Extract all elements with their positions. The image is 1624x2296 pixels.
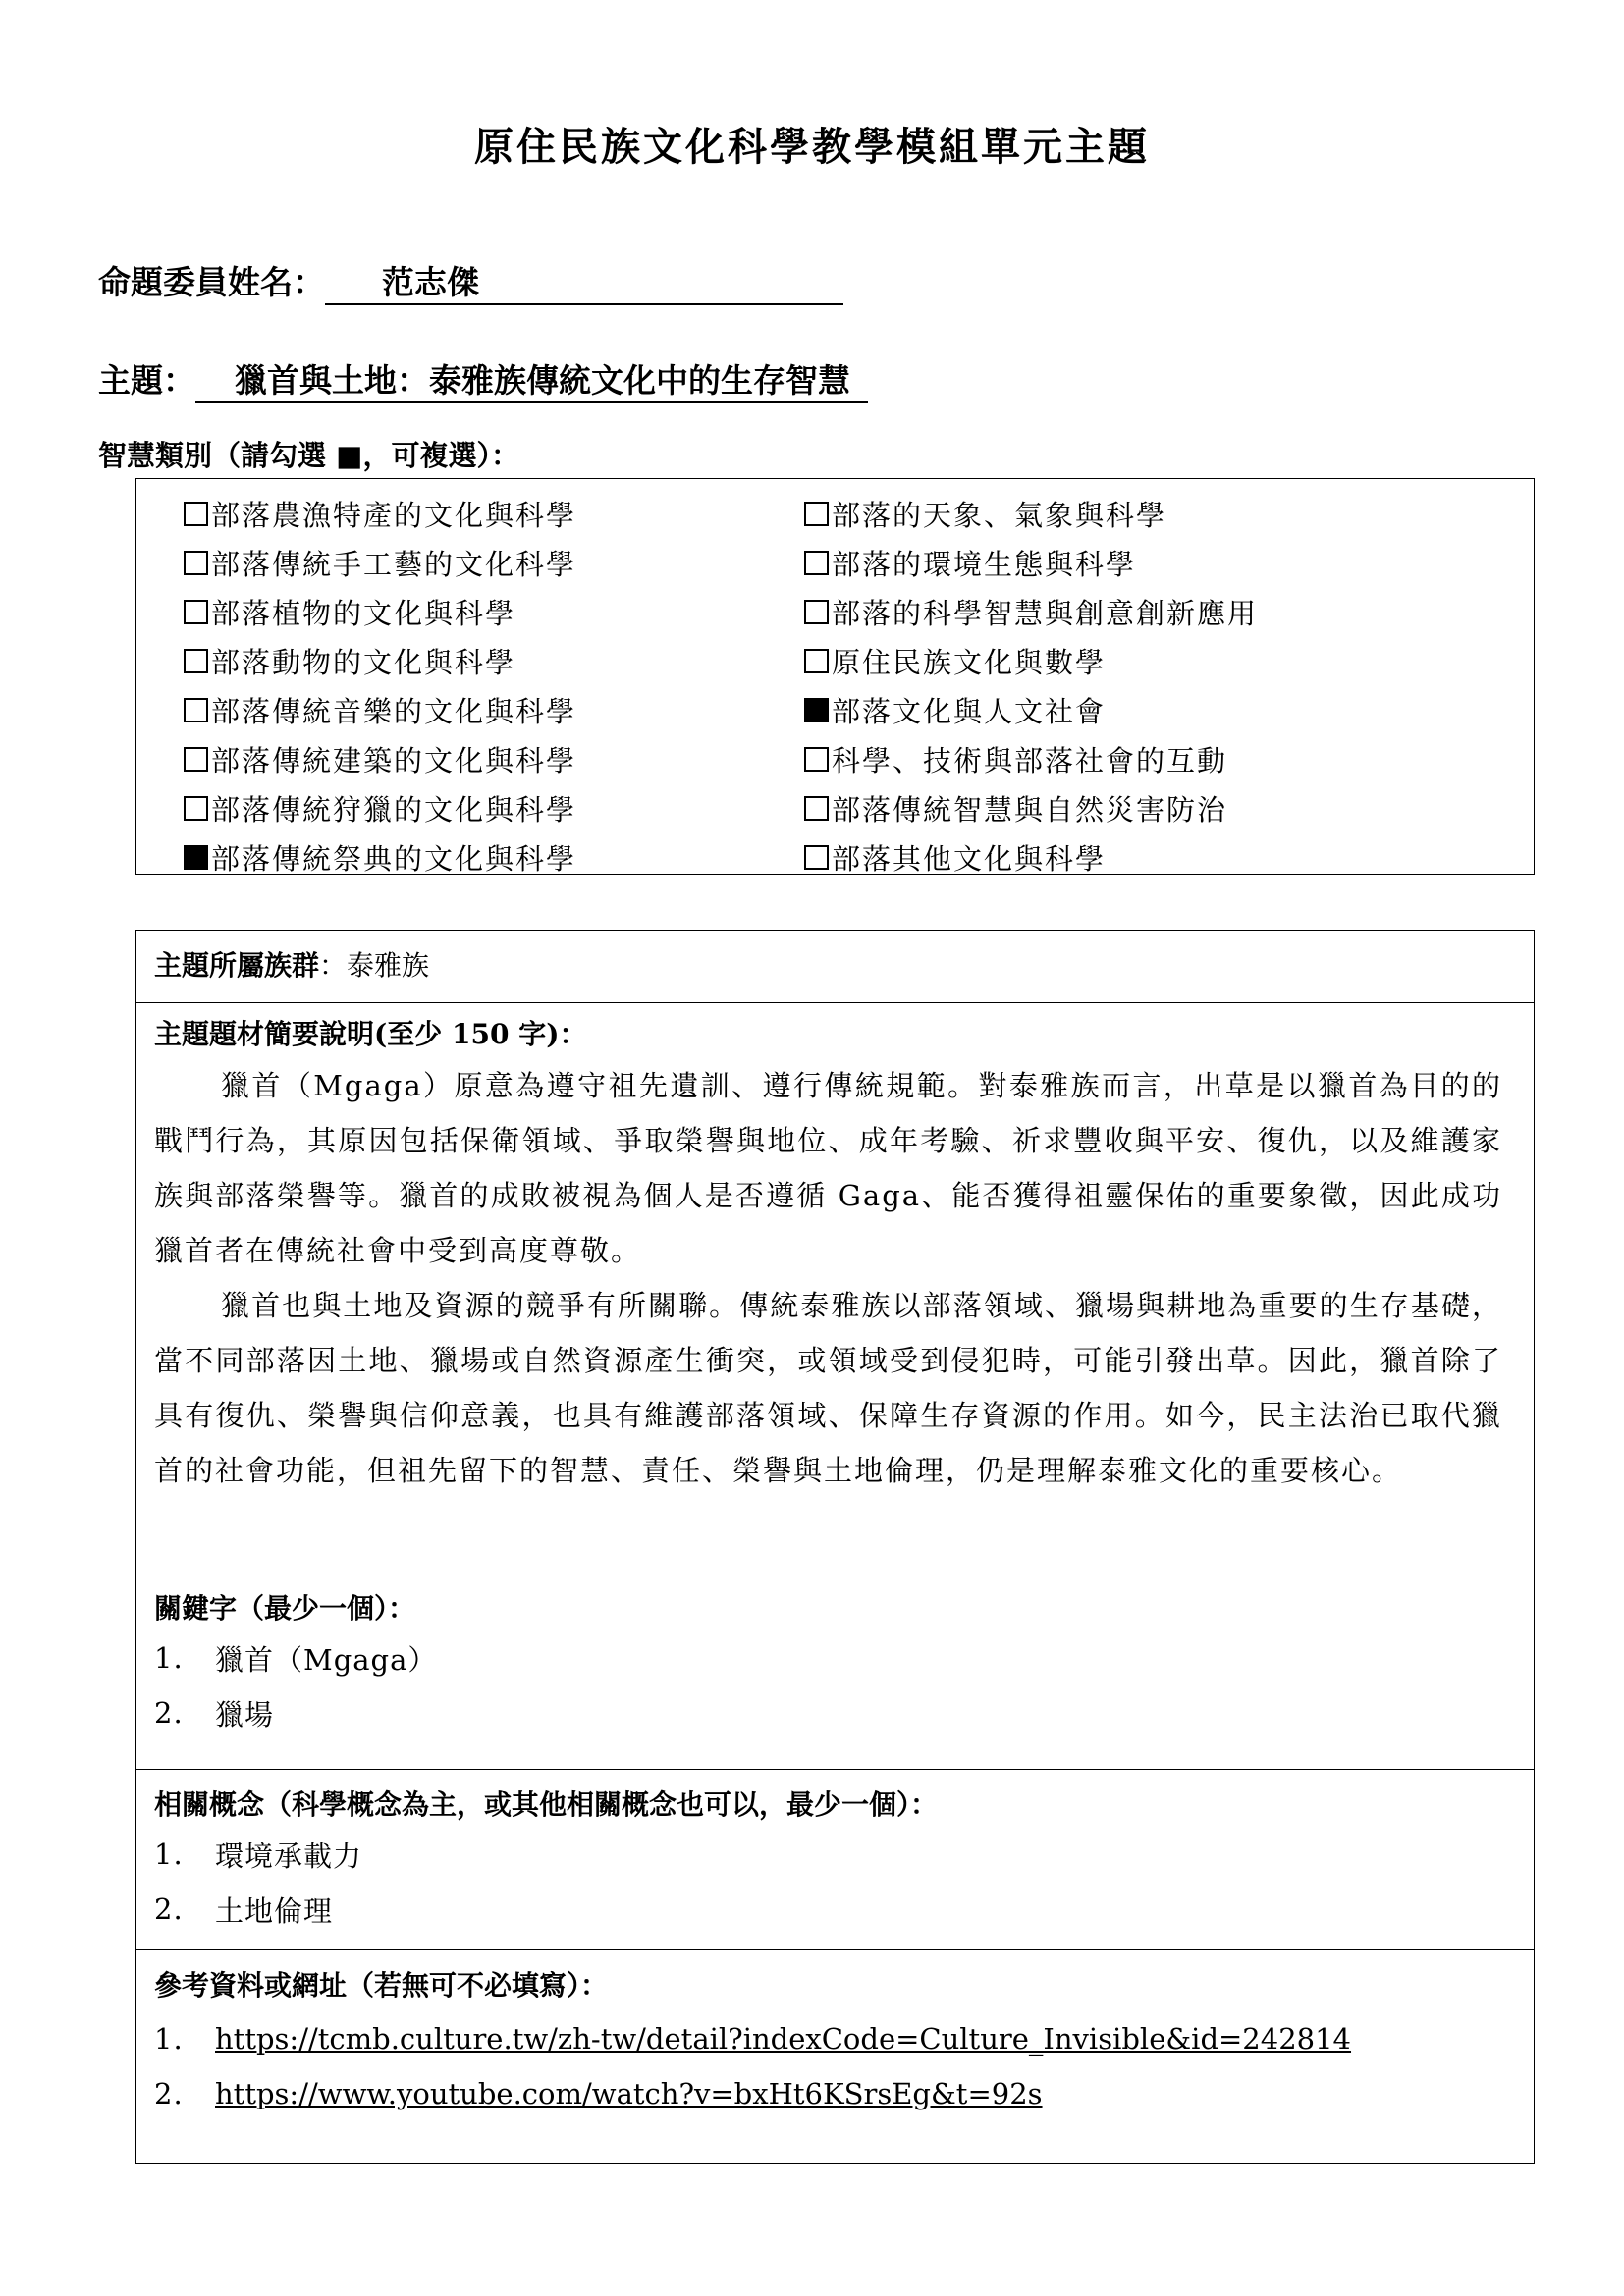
- checkbox[interactable]: [804, 649, 829, 673]
- author-field: [98, 257, 843, 305]
- category-item[interactable]: [804, 685, 1258, 734]
- category-item-label: 部落傳統音樂的文化與科學: [211, 694, 577, 728]
- category-item[interactable]: [804, 489, 1258, 538]
- concepts-label: 相關概念（科學概念為主，或其他相關概念也可以，最少一個）：: [154, 1789, 939, 1821]
- checkbox[interactable]: [184, 747, 208, 772]
- checkbox[interactable]: [184, 845, 208, 870]
- topic-value: 獵首與土地：泰雅族傳統文化中的生存智慧: [195, 355, 868, 403]
- category-item[interactable]: [184, 734, 576, 783]
- list-number: 2.: [154, 2077, 184, 2110]
- list-item: [154, 1630, 1516, 1685]
- list-item: [154, 1685, 1516, 1740]
- category-item-label: 部落的環境生態與科學: [832, 547, 1137, 581]
- category-item-label: 部落傳統智慧與自然災害防治: [832, 792, 1228, 827]
- summary-paragraph: 獵首也與土地及資源的競爭有所關聯。傳統泰雅族以部落領域、獵場與耕地為重要的生存基礎，當不同部落因土地、獵場或自然資源產生衝突，或領域受到侵犯時，可能引發出草。因此，獵首除了具有復仇、榮譽與信仰意義，也具有維護部落領域、保障生存資源的作用。如今，民主法治已取代獵首的社會功能，但祖先留下的智慧、責任、榮譽與土地倫理，仍是理解泰雅文化的重要核心。: [154, 1289, 1502, 1487]
- category-item-label: 部落其他文化與科學: [832, 841, 1107, 876]
- concept-text: 環境承載力: [215, 1839, 363, 1873]
- author-name: 范志傑: [325, 257, 843, 305]
- reference-link[interactable]: https://tcmb.culture.tw/zh-tw/detail?indexCode=Culture_Invisible&id=242814: [215, 2022, 1352, 2056]
- ethnic-group-label: 主題所屬族群: [154, 949, 320, 982]
- category-item-label: 部落農漁特產的文化與科學: [211, 498, 577, 532]
- checkbox[interactable]: [804, 502, 829, 526]
- concepts-section: [136, 1769, 1534, 1949]
- list-number: 2.: [154, 1696, 184, 1730]
- category-item[interactable]: [184, 538, 576, 587]
- checkbox[interactable]: [804, 698, 829, 722]
- category-item-label: 原住民族文化與數學: [832, 645, 1107, 679]
- summary-label: 主題題材簡要說明(至少 150 字)：: [154, 1018, 587, 1050]
- list-number: 1.: [154, 1838, 184, 1871]
- category-item[interactable]: [804, 832, 1258, 881]
- checkbox[interactable]: [804, 796, 829, 821]
- category-item-label: 部落傳統狩獵的文化與科學: [211, 792, 577, 827]
- topic-field: [98, 355, 868, 403]
- category-item-label: 部落的天象、氣象與科學: [832, 498, 1167, 532]
- category-item-label: 部落傳統建築的文化與科學: [211, 743, 577, 777]
- category-label: 智慧類別（請勾選 ■，可複選）：: [98, 439, 519, 472]
- keyword-text: 獵首（Mgaga）: [215, 1642, 438, 1677]
- checkbox[interactable]: [804, 845, 829, 870]
- category-item-label: 部落的科學智慧與創意創新應用: [832, 596, 1259, 630]
- checkbox[interactable]: [184, 796, 208, 821]
- category-column-right: [804, 489, 1258, 881]
- ethnic-group-section: [136, 931, 1534, 1002]
- reference-link[interactable]: https://www.youtube.com/watch?v=bxHt6KSrsEg&t=92s: [215, 2077, 1043, 2110]
- list-item: [154, 2011, 1516, 2066]
- category-checklist: [135, 478, 1535, 875]
- summary-paragraph: 獵首（Mgaga）原意為遵守祖先遺訓、遵行傳統規範。對泰雅族而言，出草是以獵首為目的的戰鬥行為，其原因包括保衛領域、爭取榮譽與地位、成年考驗、祈求豐收與平安、復仇，以及維護家族與部落榮譽等。獵首的成敗被視為個人是否遵循 Gaga、能否獲得祖靈保佑的重要象徵，因此成功獵首者在傳統社會中受到高度尊敬。: [154, 1069, 1502, 1267]
- topic-label: 主題：: [98, 361, 195, 400]
- category-item-label: 科學、技術與部落社會的互動: [832, 743, 1228, 777]
- category-item-label: 部落動物的文化與科學: [211, 645, 516, 679]
- keywords-section: [136, 1575, 1534, 1769]
- concept-text: 土地倫理: [215, 1894, 334, 1928]
- category-item[interactable]: [184, 489, 576, 538]
- category-item[interactable]: [184, 832, 576, 881]
- keyword-text: 獵場: [215, 1697, 275, 1732]
- category-item[interactable]: [184, 685, 576, 734]
- topic-info-table: [135, 930, 1535, 2164]
- list-item: [154, 1882, 1516, 1937]
- checkbox[interactable]: [184, 698, 208, 722]
- references-label: 參考資料或網址（若無可不必填寫）：: [154, 1969, 609, 2002]
- list-item: [154, 1827, 1516, 1882]
- checkbox[interactable]: [184, 649, 208, 673]
- category-item-label: 部落傳統手工藝的文化科學: [211, 547, 577, 581]
- category-item[interactable]: [804, 783, 1258, 832]
- summary-section: [136, 1002, 1534, 1575]
- category-item-label: 部落文化與人文社會: [832, 694, 1107, 728]
- references-section: [136, 1949, 1534, 2163]
- checkbox[interactable]: [184, 551, 208, 575]
- category-item[interactable]: [184, 587, 576, 636]
- category-item-label: 部落植物的文化與科學: [211, 596, 516, 630]
- ethnic-group-value: ：泰雅族: [319, 949, 430, 982]
- category-column-left: [184, 489, 576, 881]
- list-number: 1.: [154, 2022, 184, 2056]
- keywords-label: 關鍵字（最少一個）：: [154, 1592, 416, 1625]
- category-item[interactable]: [804, 538, 1258, 587]
- checkbox[interactable]: [184, 600, 208, 624]
- checkbox[interactable]: [804, 600, 829, 624]
- author-label: 命題委員姓名：: [98, 263, 325, 301]
- checkbox[interactable]: [804, 551, 829, 575]
- checkbox[interactable]: [184, 502, 208, 526]
- category-item[interactable]: [804, 636, 1258, 685]
- document-title: 原住民族文化科學教學模組單元主題: [474, 124, 1150, 170]
- category-item-label: 部落傳統祭典的文化與科學: [211, 841, 577, 876]
- category-item[interactable]: [804, 734, 1258, 783]
- category-item[interactable]: [184, 783, 576, 832]
- category-item[interactable]: [804, 587, 1258, 636]
- list-number: 2.: [154, 1893, 184, 1926]
- list-item: [154, 2066, 1516, 2121]
- list-number: 1.: [154, 1641, 184, 1675]
- checkbox[interactable]: [804, 747, 829, 772]
- category-item[interactable]: [184, 636, 576, 685]
